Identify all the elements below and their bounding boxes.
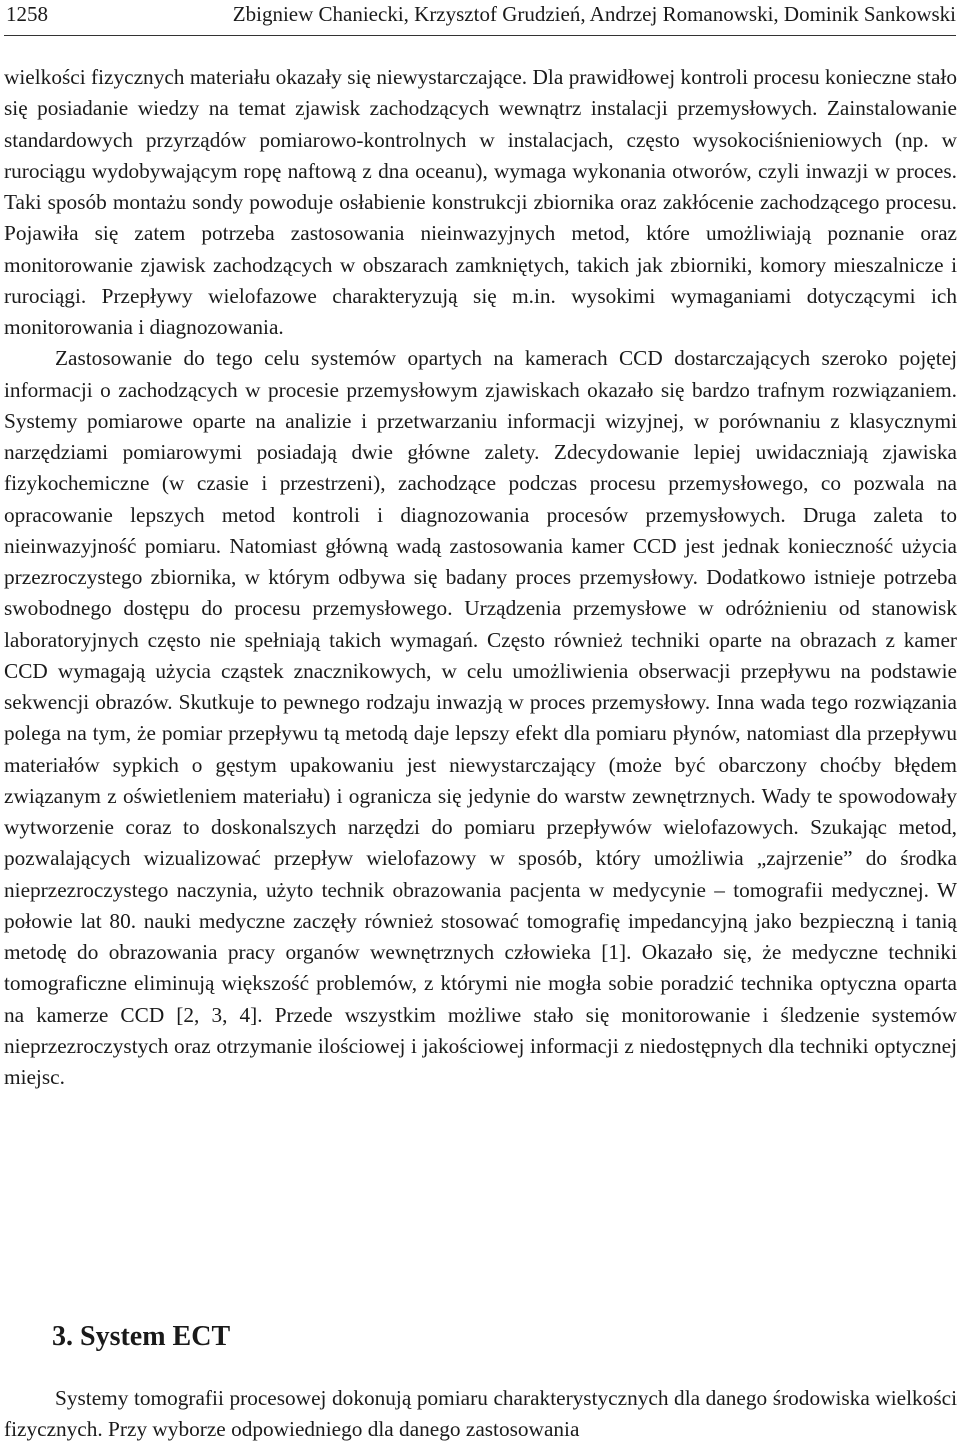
- paragraph-1: wielkości fizycznych materiału okazały się niewystarczające. Dla prawidłowej kontroli procesu konieczne stało się posiadanie wiedzy na temat zjawisk zachodzących wewnątrz instalacji przemysłowych. Zainstalowanie standardowych przyrządów pomiarowo-kontrolnych w instalacjach, często wysokociśnieniowych (np. w rurociągu wydobywającym ropę naftową z dna oceanu), wymaga wykonania otworów, czyli inwazji w proces. Taki sposób montażu sondy powoduje osłabienie konstrukcji zbiornika oraz zakłócenie zachodzącego procesu. Pojawiła się zatem potrzeba zastosowania nieinwazyjnych metod, które umożliwiają poznanie oraz monitorowanie zjawisk zachodzących w obszarach zamkniętych, takich jak zbiorniki, komory mieszalnicze i rurociągi. Przepływy wielofazowe charakteryzują się m.in. wysokimi wymaganiami dotyczącymi ich monitorowania i diagnozowania.: [4, 65, 957, 339]
- header-rule: [4, 35, 956, 36]
- section-paragraph: Systemy tomografii procesowej dokonują pomiaru charakterystycznych dla danego środowiska wielkości fizycznych. Przy wyborze odpowiedniego dla danego zastosowania: [4, 1386, 957, 1442]
- section-body: [4, 1383, 957, 1446]
- paragraph-2: Zastosowanie do tego celu systemów opartych na kamerach CCD dostarczających szeroko pojętej informacji o zachodzących w procesie przemysłowym zjawiskach okazało się bardzo trafnym rozwiązaniem. Systemy pomiarowe oparte na analizie i przetwarzaniu informacji wizyjnej, w porównaniu z klasycznymi narzędziami pomiarowymi posiadają dwie główne zalety. Zdecydowanie lepiej uwidaczniają zjawiska fizykochemiczne (w czasie i przestrzeni), zachodzące podczas procesu przemysłowego, co pozwala na opracowanie lepszych metod kontroli i diagnozowania procesów przemysłowych. Druga zaleta to nieinwazyjność pomiaru. Natomiast główną wadą zastosowania kamer CCD jest jednak konieczność użycia przezroczystego zbiornika, w którym odbywa się badany proces przemysłowy. Dodatkowo istnieje potrzeba swobodnego dostępu do procesu przemysłowego. Urządzenia przemysłowe w odróżnieniu od stanowisk laboratoryjnych często nie spełniają takich wymagań. Często również techniki oparte na obrazach z kamer CCD wymagają użycia cząstek znacznikowych, w celu umożliwienia obserwacji przepływu na podstawie sekwencji obrazów. Skutkuje to pewnego rodzaju inwazją w proces przemysłowy. Inna wada tego rozwiązania polega na tym, że pomiar przepływu tą metodą daje lepszy efekt dla pomiaru płynów, natomiast dla przepływu materiałów sypkich o gęstym upakowaniu jest niewystarczający (może być obarczony choćby błędem związanym z oświetleniem materiału) i ogranicza się jedynie do warstw zewnętrznych. Wady te spowodowały wytworzenie coraz to doskonalszych narzędzi do pomiaru przepływów wielofazowych. Szukając metod, pozwalających wizualizować przepływ wielofazowy w sposób, który umożliwia „zajrzenie” do środka nieprzezroczystego naczynia, użyto technik obrazowania pacjenta w medycynie – tomografii medycznej. W połowie lat 80. nauki medyczne zaczęły również stosować tomografię impedancyjną jako bezpieczną i tanią metodę do obrazowania pracy organów wewnętrznych człowieka [1]. Okazało się, że medyczne techniki tomograficzne eliminują większość problemów, z którymi nie mogła sobie poradzić technika optyczna oparta na kamerze CCD [2, 3, 4]. Przede wszystkim możliwe stało się monitorowanie i śledzenie systemów nieprzezroczystych oraz otrzymanie ilościowej i jakościowej informacji z niedostępnych dla techniki optycznej miejsc.: [4, 346, 957, 1089]
- running-header: [6, 2, 956, 32]
- body-text: [4, 62, 957, 1093]
- page-number: 1258: [6, 2, 48, 26]
- header-authors: Zbigniew Chaniecki, Krzysztof Grudzień, Andrzej Romanowski, Dominik Sankowski: [232, 2, 956, 26]
- section-title: 3. System ECT: [52, 1321, 231, 1352]
